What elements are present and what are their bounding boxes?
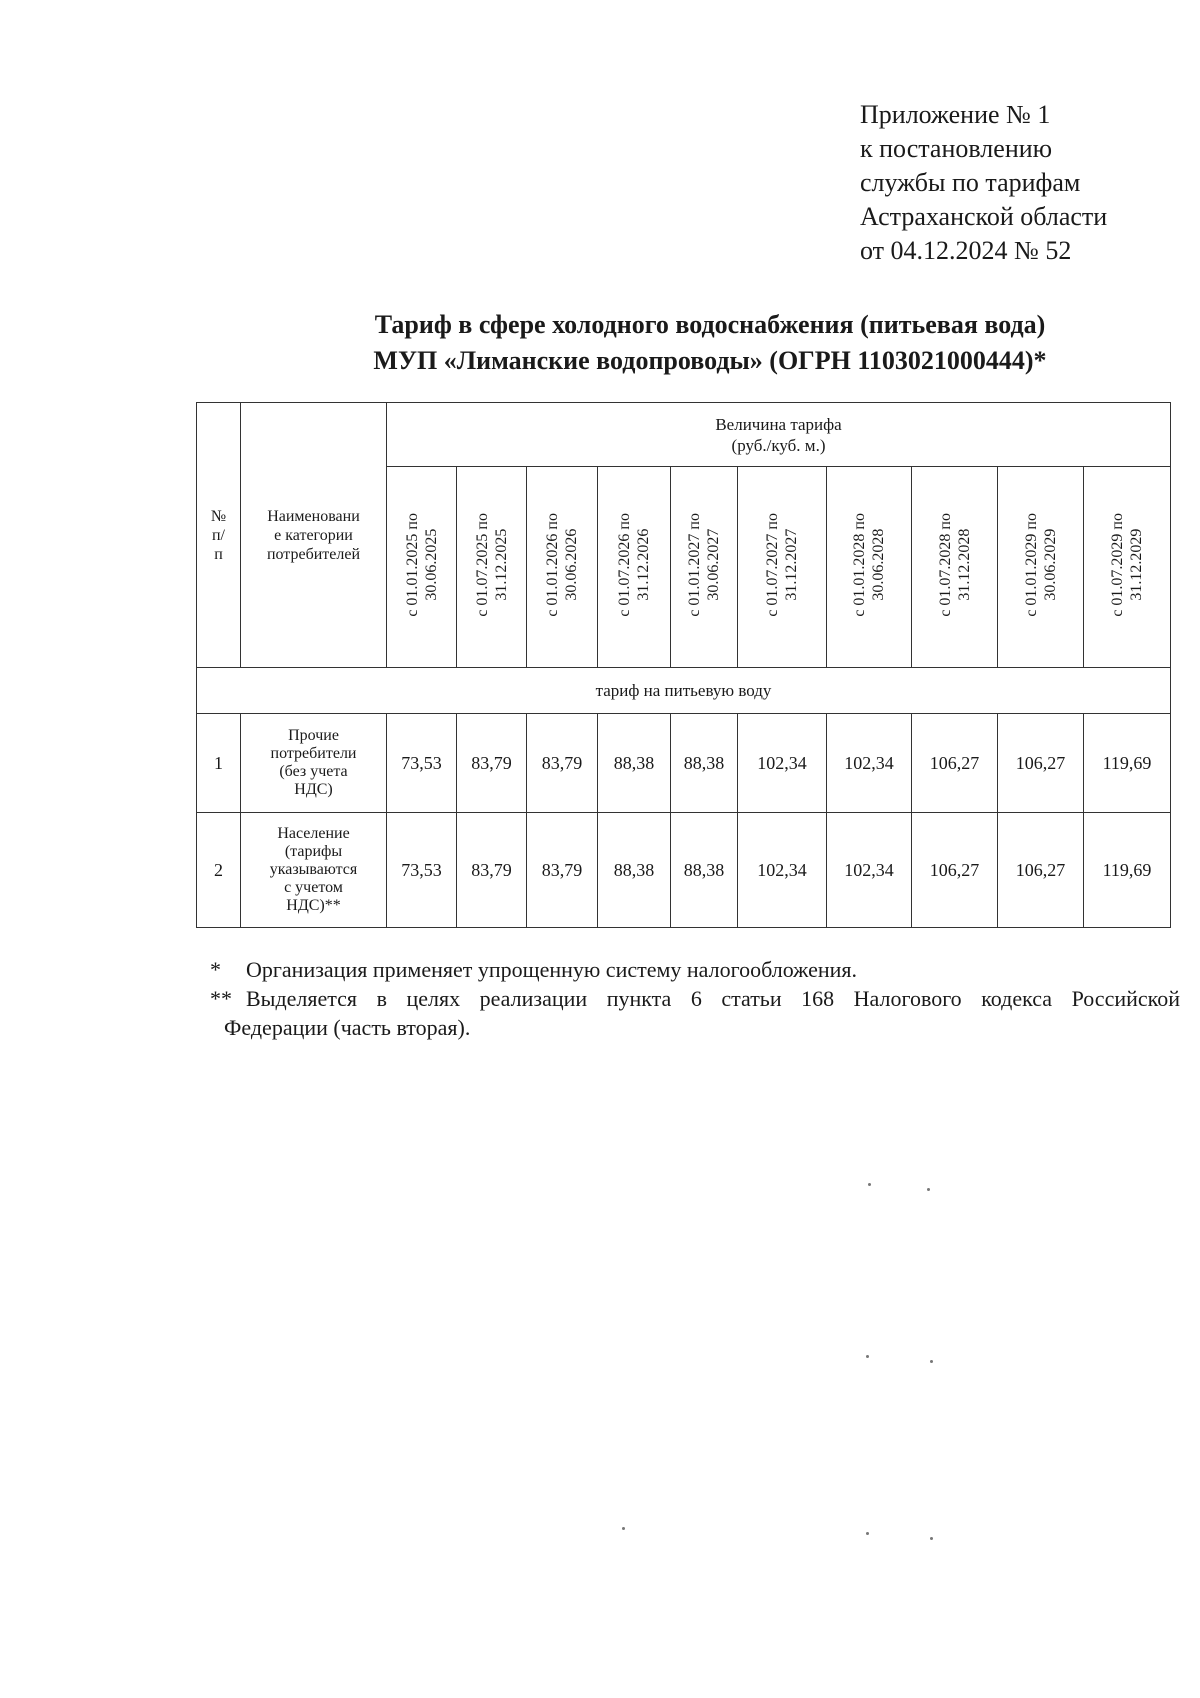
header-text: №	[210, 507, 227, 525]
tariff-value: 73,53	[387, 714, 457, 813]
period-header: с 01.07.2026 по 31.12.2026	[598, 467, 671, 668]
header-text: Величина тарифа	[715, 414, 842, 434]
row-number: 2	[197, 813, 241, 928]
tariff-value: 102,34	[738, 714, 827, 813]
header-text: Наименовани	[267, 507, 360, 525]
tariff-value: 106,27	[998, 813, 1084, 928]
table-row	[197, 813, 1171, 928]
appendix-reference	[860, 98, 1107, 268]
section-row	[197, 668, 1171, 714]
tariff-value-group-header	[387, 403, 1171, 467]
scan-speck	[622, 1527, 625, 1530]
tariff-value: 88,38	[671, 813, 738, 928]
period-header: с 01.01.2027 по 30.06.2027	[671, 467, 738, 668]
table-header-row	[197, 403, 1171, 467]
header-text: п	[214, 545, 223, 563]
document-title	[280, 307, 1140, 379]
period-header: с 01.07.2028 по 31.12.2028	[912, 467, 998, 668]
tariff-value: 83,79	[457, 714, 527, 813]
period-header: с 01.01.2025 по 30.06.2025	[387, 467, 457, 668]
footnote-continuation: Федерации (часть вторая).	[224, 1015, 471, 1040]
tariff-value: 119,69	[1084, 813, 1171, 928]
tariff-value: 106,27	[912, 714, 998, 813]
section-label: тариф на питьевую воду	[197, 668, 1171, 714]
col-category-header	[241, 403, 387, 668]
scan-speck	[866, 1532, 869, 1535]
tariff-value: 119,69	[1084, 714, 1171, 813]
tariff-value: 88,38	[598, 813, 671, 928]
tariff-value: 102,34	[738, 813, 827, 928]
footnote-mark: *	[210, 957, 221, 982]
scan-speck	[930, 1537, 933, 1540]
header-text: п/	[211, 526, 225, 544]
tariff-value: 106,27	[998, 714, 1084, 813]
row-number: 1	[197, 714, 241, 813]
scan-speck	[930, 1360, 933, 1363]
tariff-value: 102,34	[827, 813, 912, 928]
header-text: (руб./куб. м.)	[731, 435, 826, 455]
footnote-mark: **	[210, 986, 232, 1011]
scan-speck	[868, 1183, 871, 1186]
col-number-header	[197, 403, 241, 668]
header-text: е категории	[274, 526, 353, 544]
table-row	[197, 714, 1171, 813]
tariff-value: 102,34	[827, 714, 912, 813]
tariff-value: 88,38	[598, 714, 671, 813]
tariff-value: 83,79	[527, 714, 598, 813]
period-header: с 01.01.2029 по 30.06.2029	[998, 467, 1084, 668]
period-header: с 01.01.2026 по 30.06.2026	[527, 467, 598, 668]
footnotes	[210, 955, 1180, 1042]
tariff-table	[196, 402, 1171, 928]
footnote	[210, 984, 1180, 1013]
tariff-value: 106,27	[912, 813, 998, 928]
tariff-value: 83,79	[457, 813, 527, 928]
appendix-line: от 04.12.2024 № 52	[860, 236, 1072, 265]
period-header: с 01.07.2025 по 31.12.2025	[457, 467, 527, 668]
tariff-value: 83,79	[527, 813, 598, 928]
title-line-2: МУП «Лиманские водопроводы» (ОГРН 1103021000444)*	[373, 346, 1047, 375]
appendix-line: к постановлению	[860, 134, 1053, 163]
period-header: с 01.01.2028 по 30.06.2028	[827, 467, 912, 668]
footnote-text: Организация применяет упрощенную систему налогообложения.	[246, 957, 858, 982]
scan-speck	[927, 1188, 930, 1191]
title-line-1: Тариф в сфере холодного водоснабжения (питьевая вода)	[374, 310, 1046, 339]
category-cell: Население (тарифы указываются с учетом НДС)**	[241, 813, 387, 928]
period-header: с 01.07.2027 по 31.12.2027	[738, 467, 827, 668]
appendix-line: Астраханской области	[860, 202, 1108, 231]
footnote-text: Выделяется в целях реализации пункта 6 статьи 168 Налогового кодекса Российской	[246, 986, 1180, 1011]
header-text: потребителей	[266, 545, 361, 563]
tariff-value: 88,38	[671, 714, 738, 813]
appendix-line: службы по тарифам	[860, 168, 1081, 197]
category-cell: Прочие потребители (без учета НДС)	[241, 714, 387, 813]
period-header: с 01.07.2029 по 31.12.2029	[1084, 467, 1171, 668]
scan-speck	[866, 1355, 869, 1358]
tariff-value: 73,53	[387, 813, 457, 928]
footnote	[210, 955, 1180, 984]
appendix-line: Приложение № 1	[860, 100, 1051, 129]
